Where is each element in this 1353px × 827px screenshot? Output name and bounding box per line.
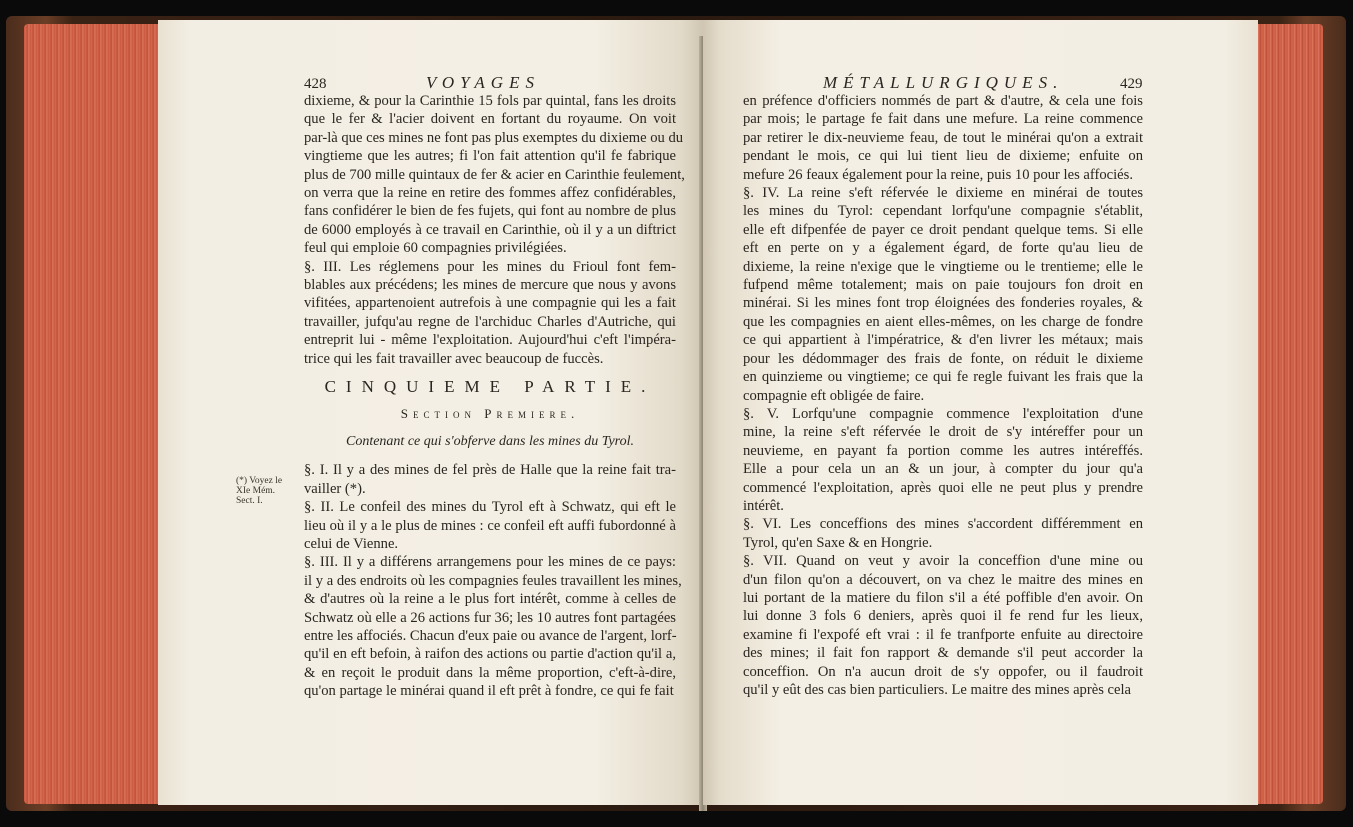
text-line: lui donne 3 fols 6 deniers, après quoi il fe rend fur les lieux,	[743, 608, 1143, 625]
text-line: pendant le mois, ce qui lui tient lieu de dixieme; enfuite on	[743, 148, 1143, 165]
left-text-block	[304, 92, 685, 701]
text-line: §. V. Lorfqu'une compagnie commence l'exploitation d'une	[743, 405, 1143, 422]
text-line: ce qui appartient à l'impératrice, & d'en livrer les métaux; mais	[743, 332, 1143, 349]
text-line: que les compagnies en aient elles-mêmes, on les charge de fondre	[743, 313, 1143, 330]
text-line: par retirer le dix-neuvieme feau, de tout le minérai qu'on a extrait	[743, 129, 1143, 146]
text-line: & d'autres où la reine a le plus fort intérêt, comme à celles de	[304, 591, 676, 608]
margin-note	[236, 476, 296, 506]
page-edges-right	[1251, 24, 1323, 804]
text-line: de 6000 employés à ce travail en Carinthie, où il y a un diftrict	[304, 221, 676, 238]
text-line: vingtieme que les autres; fi l'on fait attention qu'il fe fabrique	[304, 148, 676, 165]
text-line: commencé l'exploitation, après quoi elle ne peut plus y prendre	[743, 479, 1143, 496]
paragraph	[304, 258, 676, 368]
paragraph	[743, 184, 1143, 405]
text-line: conceffion. On n'a aucun droit de s'y oppofer, ou il faudroit	[743, 663, 1143, 680]
text-line: compagnie eft obligée de faire.	[743, 387, 925, 404]
text-line: §. IV. La reine s'eft réfervée le dixieme en minérai de toutes	[743, 185, 1143, 202]
text-line: les mines du Tyrol: cependant lorfqu'une compagnie s'établit,	[743, 203, 1143, 220]
right-page	[703, 20, 1258, 805]
text-line: lui portant de la matiere du filon s'il a été poffible d'en avoir. On	[743, 589, 1143, 606]
paragraph	[304, 498, 676, 553]
text-line: minérai. Si les mines font trop éloignées des fonderies royales, &	[743, 295, 1143, 312]
text-line: §. III. Il y a différens arrangemens pour les mines de ce pays:	[304, 554, 676, 571]
text-line: pour les dédommager des frais de fonte, on réduit le dixieme	[743, 350, 1143, 367]
paragraph	[743, 405, 1143, 515]
text-line: vailler (*).	[304, 480, 366, 497]
text-line: §. II. Le confeil des mines du Tyrol eft à Schwatz, qui eft le	[304, 499, 676, 516]
text-line: celui de Vienne.	[304, 535, 399, 552]
text-line: plus de 700 mille quintaux de fer & acier en Carinthie feulement,	[304, 166, 685, 183]
page-edges-left	[24, 24, 164, 804]
text-line: §. I. Il y a des mines de fel près de Halle que la reine fait tra-	[304, 462, 676, 479]
paragraph	[304, 461, 676, 498]
text-line: qu'on partage le minérai quand il eft prêt à fondre, ce qui fe fait	[304, 683, 674, 700]
text-line: §. III. Les réglemens pour les mines du Frioul font fem-	[304, 258, 676, 275]
text-line: il y a des endroits où les compagnies feules travaillent les mines,	[304, 572, 682, 589]
left-page	[158, 20, 703, 805]
text-line: en préfence d'officiers nommés de part & d'autre, & cela une fois	[743, 93, 1143, 109]
part-heading: CINQUIEME PARTIE.	[324, 377, 656, 397]
section-subtitle: Contenant ce qui s'obferve dans les mines du Tyrol.	[345, 433, 634, 449]
text-line: examine fi l'expofé eft vrai : il fe tranfporte enfuite au directoire	[743, 626, 1143, 643]
page-number: 429	[1120, 76, 1143, 92]
text-line: fufpend même totalement; mais on paie toujours fon droit en	[743, 277, 1143, 294]
text-line: en quinzieme ou vingtieme; ce qui fe regle fuivant les frais que la	[743, 369, 1143, 386]
section-heading: Section Premiere.	[400, 405, 580, 421]
margin-note-line: XIe Mém.	[236, 486, 276, 496]
running-head: VOYAGES	[426, 73, 540, 92]
text-line: Elle a pour cela un an & un jour, à compter du jour qu'a	[743, 461, 1143, 478]
text-line: neuvieme, en payant fa portion comme les autres intéreffés.	[743, 442, 1143, 459]
text-line: travailler, jufqu'au regne de l'archiduc Charles d'Autriche, qui	[304, 313, 676, 330]
right-text-block	[743, 92, 1143, 699]
text-line: entreprit lui - même l'exploitation. Aujourd'hui c'eft l'impéra-	[304, 332, 676, 349]
text-line: entre les affociés. Chacun d'eux paie ou avance de l'argent, lorf-	[304, 627, 677, 644]
text-line: §. VII. Quand on veut y avoir la conceffion d'une mine ou	[743, 553, 1143, 570]
text-line: par mois; le partage fe fait dans une mefure. La reine commence	[743, 111, 1143, 128]
text-line: eft en perte on y a également égard, de forte qu'au lieu de	[743, 240, 1143, 257]
paragraph	[743, 92, 1143, 184]
text-line: qu'il y eût des cas bien particuliers. Le maitre des mines après cela	[743, 682, 1132, 698]
margin-note-line: Sect. I.	[236, 496, 263, 506]
text-line: dixieme, la reine n'exige que le vingtieme ou le trentieme; elle le	[743, 258, 1143, 275]
paragraph	[304, 92, 685, 258]
text-line: vifitées, appartenoient autrefois à une compagnie qui les a fait	[304, 295, 676, 312]
text-line: dixieme, & pour la Carinthie 15 fols par quintal, fans les droits	[304, 93, 676, 109]
text-line: Tyrol, qu'en Saxe & en Hongrie.	[743, 534, 933, 551]
text-line: lieu où il y a le plus de mines : ce confeil eft auffi fubordonné à	[304, 517, 676, 534]
text-line: que le fer & l'acier doivent en fortant du royaume. On voit	[304, 111, 676, 128]
text-line: des mines; il fait fon rapport & demande s'il peut accorder la	[743, 645, 1143, 662]
paragraph	[743, 515, 1143, 552]
text-line: elle eft difpenfée de payer ce droit pendant quelque tems. Si elle	[743, 221, 1143, 238]
text-line: mefure 26 feaux également pour la reine, puis 10 pour les affociés.	[743, 166, 1133, 183]
paragraph	[304, 553, 682, 700]
text-line: qu'il en eft befoin, à raifon des actions ou partie d'action qu'il a,	[304, 646, 676, 663]
open-book	[6, 16, 1346, 811]
margin-note-line: (*) Voyez le	[236, 476, 283, 486]
running-head: MÉTALLURGIQUES.	[823, 73, 1064, 92]
text-line: mine, la reine s'eft réfervée le droit de s'y intéreffer pour un	[743, 424, 1143, 441]
paragraph	[743, 552, 1143, 699]
text-line: fans confidérer le bien de fes fujets, qui font au nombre de plus	[304, 203, 676, 220]
text-line: Schwatz où elle a 26 actions fur 36; les 10 autres font partagées	[304, 609, 676, 626]
text-line: on verra que la reine en retire des fommes affez confidérables,	[304, 185, 676, 202]
text-line: §. VI. Les conceffions des mines s'accordent différemment en	[743, 516, 1143, 533]
text-line: feul qui emploie 60 compagnies privilégiées.	[304, 240, 567, 257]
text-line: blables aux précédens; les mines de mercure que nous y avons	[304, 277, 676, 294]
text-line: d'un filon qu'on a découvert, on va chez le maitre des mines en	[743, 571, 1143, 588]
text-line: trice qui les fait travailler avec beaucoup de fuccès.	[304, 350, 604, 367]
page-number: 428	[304, 76, 327, 92]
text-line: intérêt.	[743, 497, 784, 514]
text-line: & en reçoit le produit dans la même proportion, c'eft-à-dire,	[304, 664, 676, 681]
text-line: par-là que ces mines ne font pas plus exemptes du dixieme ou du	[304, 129, 684, 146]
